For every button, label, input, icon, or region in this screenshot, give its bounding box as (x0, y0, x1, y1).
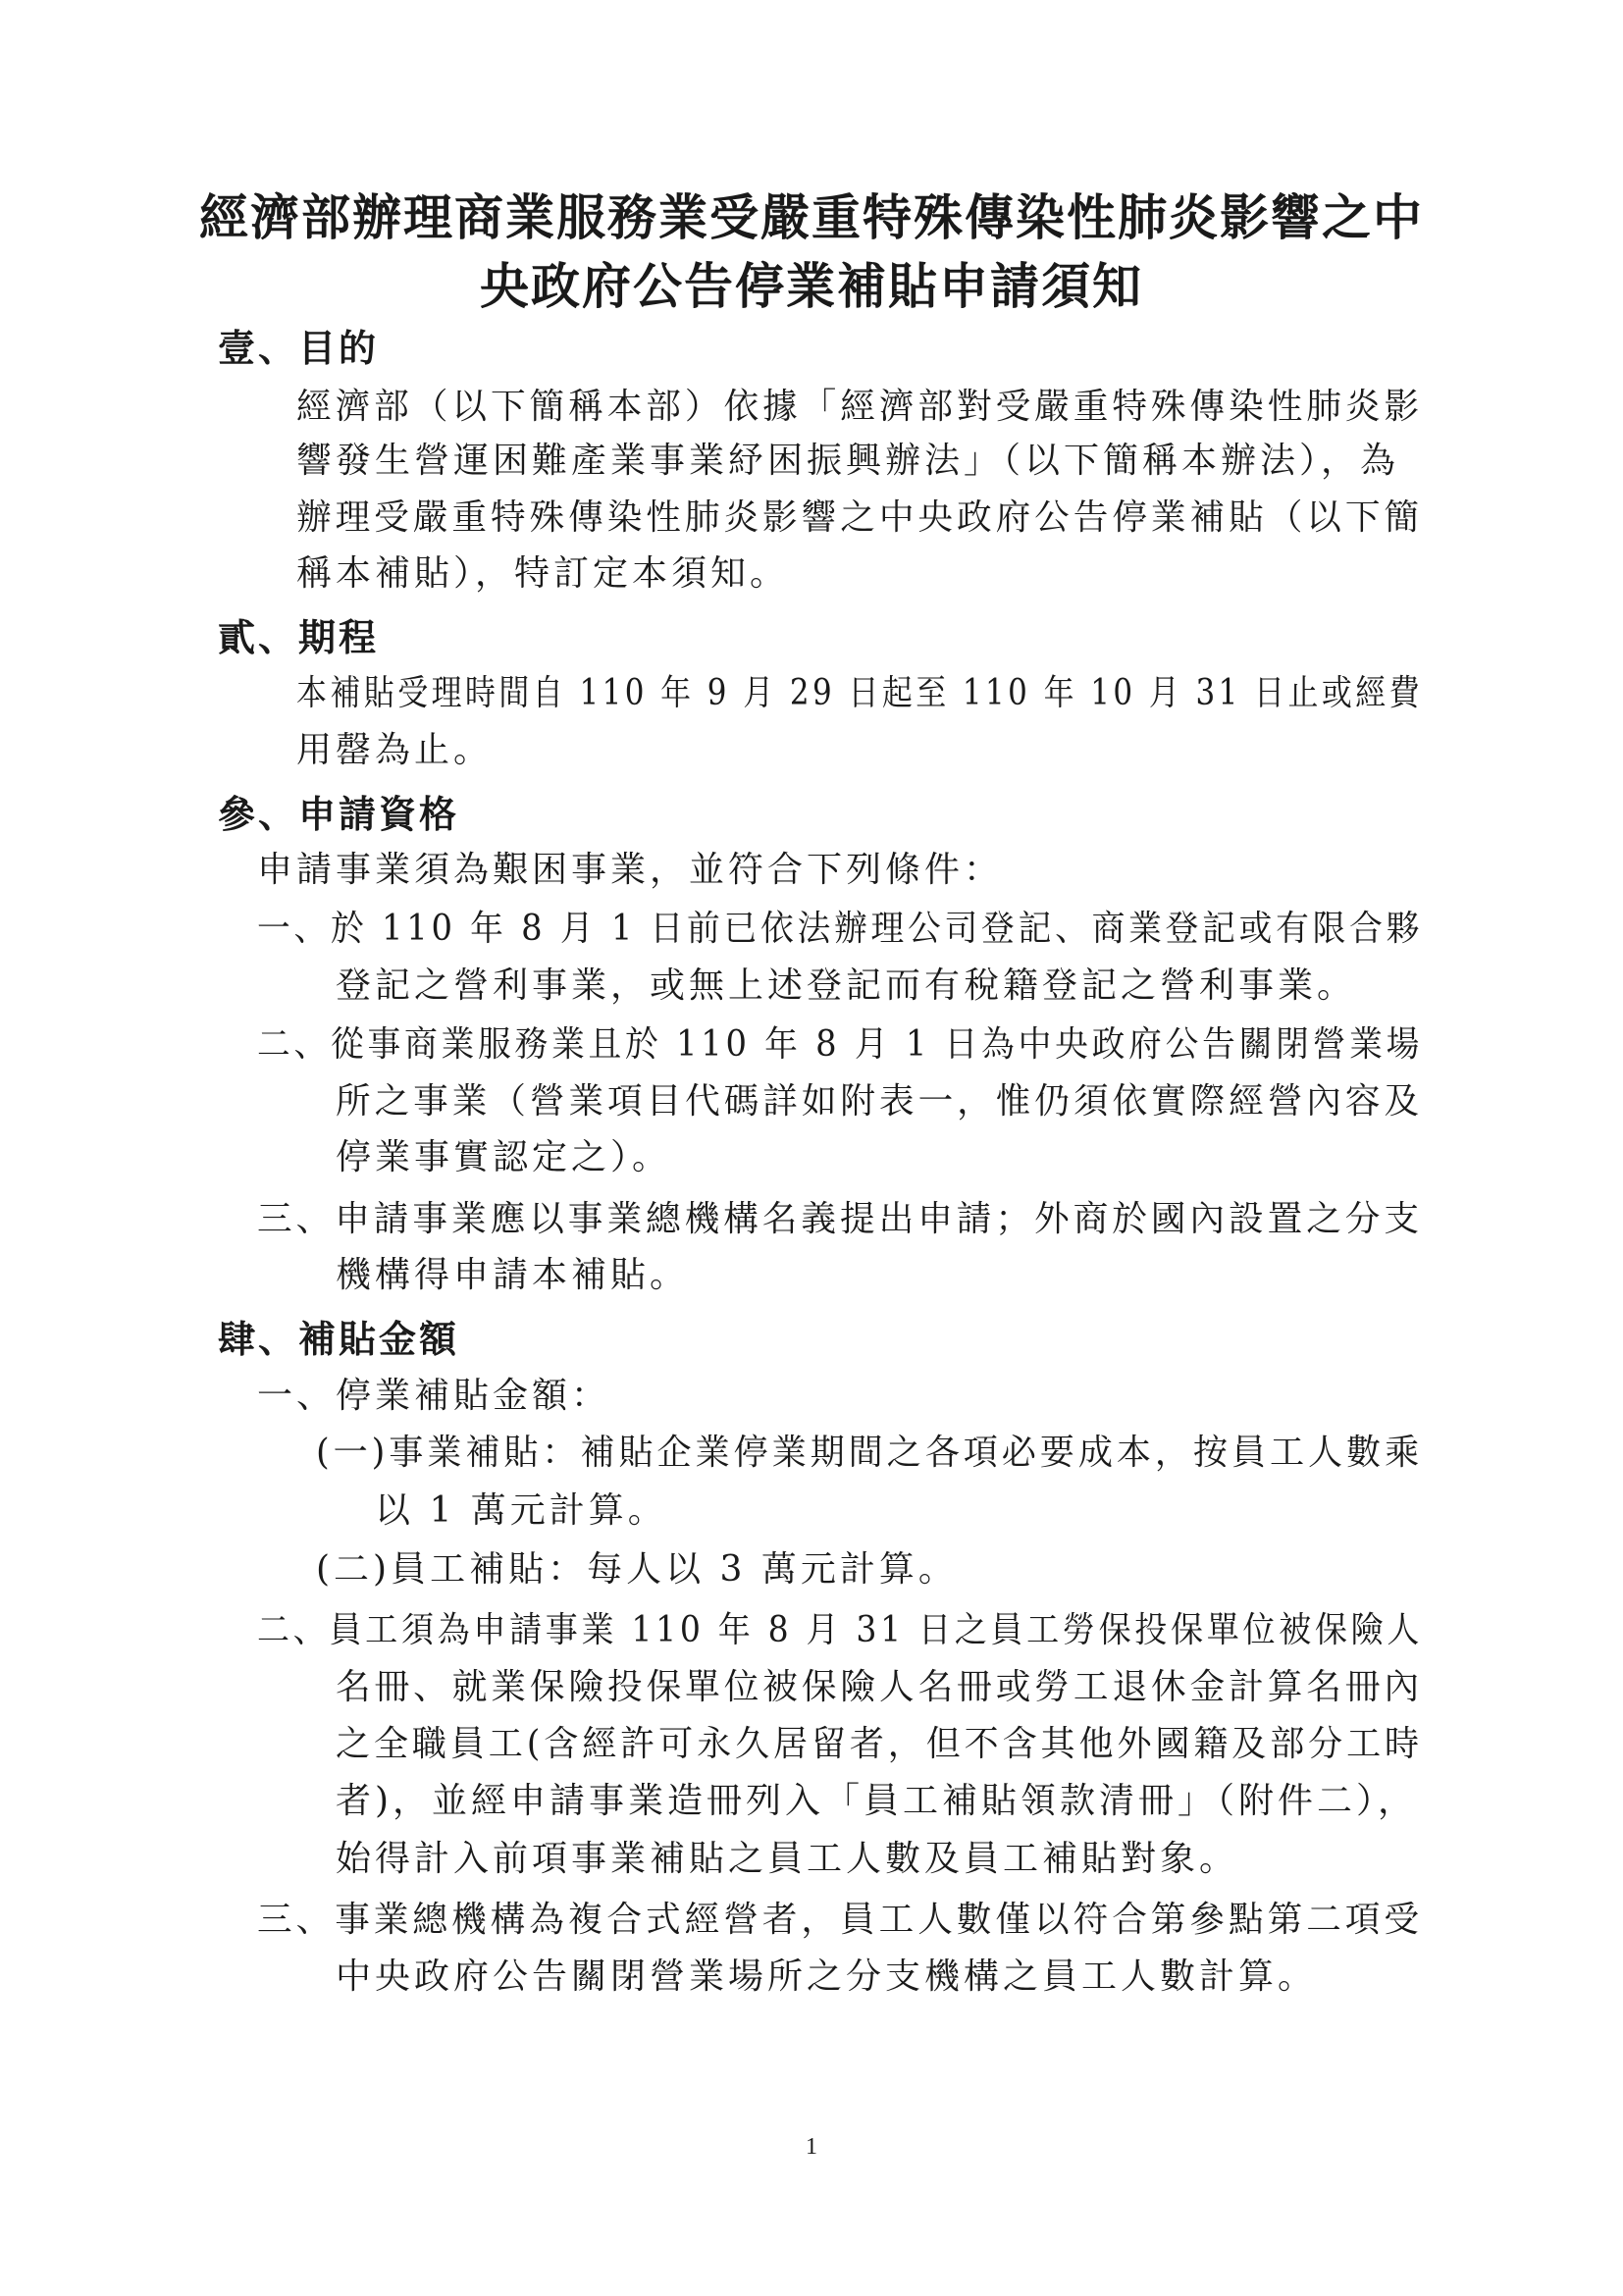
eligibility-item-line: 二、從事商業服務業且於 110 年 8 月 1 日為中央政府公告關閉營業場 (257, 1024, 1424, 1065)
eligibility-item-line: 所之事業（營業項目代碼詳如附表一，惟仍須依實際經營內容及 (336, 1081, 1424, 1122)
document-title-line-1: 經濟部辦理商業服務業受嚴重特殊傳染性肺炎影響之中 (199, 188, 1424, 246)
eligibility-item-line: 機構得申請本補貼。 (336, 1255, 690, 1295)
purpose-text-line-1: 經濟部（以下簡稱本部）依據「經濟部對受嚴重特殊傳染性肺炎影 (296, 387, 1424, 427)
section-heading-schedule: 貳、期程 (218, 615, 380, 659)
eligibility-intro: 申請事業須為艱困事業，並符合下列條件： (257, 850, 1004, 890)
eligibility-item-line: 停業事實認定之）。 (336, 1137, 672, 1177)
purpose-text-line-2: 響發生營運困難產業事業紓困振興辦法」（以下簡稱本辦法），為 (296, 441, 1400, 481)
amount-item-line: 者)，並經申請事業造冊列入「員工補貼領款清冊」（附件二）， (336, 1781, 1418, 1821)
amount-item-line: 二、員工須為申請事業 110 年 8 月 31 日之員工勞保投保單位被保險人 (257, 1610, 1424, 1650)
amount-item-line: (二)員工補貼：每人以 3 萬元計算。 (316, 1549, 958, 1590)
amount-item-line: 以 1 萬元計算。 (375, 1490, 667, 1531)
amount-item-line: 中央政府公告關閉營業場所之分支機構之員工人數計算。 (336, 1957, 1318, 1997)
schedule-text-line-2: 用罄為止。 (296, 730, 494, 770)
schedule-text-line-1: 本補貼受理時間自 110 年 9 月 29 日起至 110 年 10 月 31 日止或經費 (296, 673, 1424, 713)
amount-item-line: (一)事業補貼：補貼企業停業期間之各項必要成本，按員工人數乘 (316, 1433, 1424, 1473)
page-number: 1 (806, 2134, 817, 2160)
eligibility-item-line: 登記之營利事業，或無上述登記而有稅籍登記之營利事業。 (336, 965, 1357, 1006)
section-heading-amount: 肆、補貼金額 (218, 1317, 460, 1361)
eligibility-item-line: 三、申請事業應以事業總機構名義提出申請；外商於國內設置之分支 (257, 1199, 1424, 1239)
document-title-line-2: 央政府公告停業補貼申請須知 (480, 257, 1143, 315)
purpose-text-line-4: 稱本補貼），特訂定本須知。 (296, 553, 790, 594)
amount-item-line: 名冊、就業保險投保單位被保險人名冊或勞工退休金計算名冊內 (336, 1667, 1424, 1707)
eligibility-item-line: 一、於 110 年 8 月 1 日前已依法辦理公司登記、商業登記或有限合夥 (257, 909, 1424, 949)
purpose-text-line-3: 辦理受嚴重特殊傳染性肺炎影響之中央政府公告停業補貼（以下簡 (296, 497, 1424, 538)
amount-item-line: 一、停業補貼金額： (257, 1376, 611, 1416)
amount-item-line: 之全職員工(含經許可永久居留者，但不含其他外國籍及部分工時 (336, 1724, 1424, 1764)
amount-item-line: 始得計入前項事業補貼之員工人數及員工補貼對象。 (336, 1839, 1239, 1879)
section-heading-eligibility: 參、申請資格 (218, 792, 460, 836)
section-heading-purpose: 壹、目的 (218, 326, 380, 370)
amount-item-line: 三、事業總機構為複合式經營者，員工人數僅以符合第參點第二項受 (257, 1900, 1424, 1940)
